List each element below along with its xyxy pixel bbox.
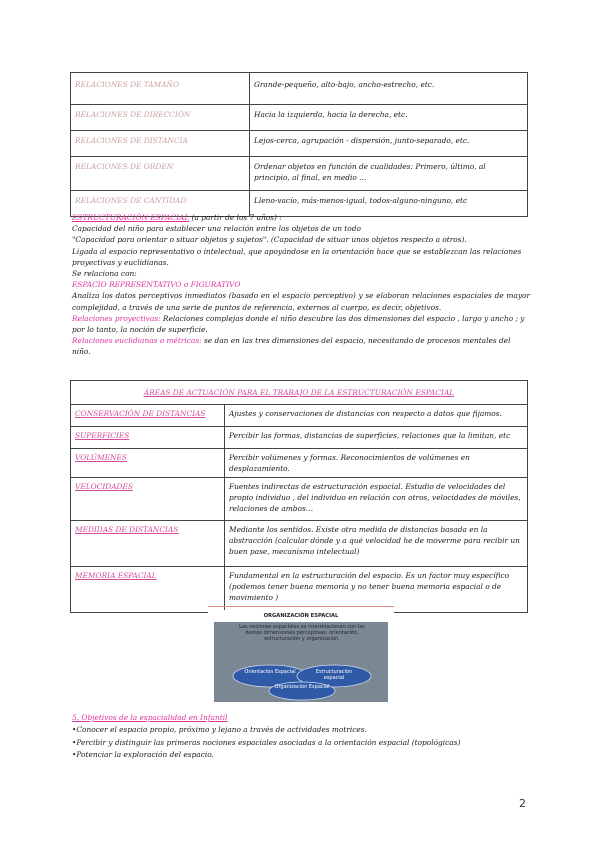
relation-key: RELACIONES DE TAMAÑO bbox=[71, 73, 250, 105]
page-number: 2 bbox=[519, 797, 526, 810]
table-row bbox=[71, 105, 528, 131]
table-row bbox=[71, 405, 528, 427]
table-row bbox=[71, 449, 528, 478]
relation-value: Ordenar objetos en función de cualidades: Primero, último, al principio, al final, en medio ... bbox=[250, 157, 528, 191]
divider bbox=[208, 606, 394, 607]
table-header-row bbox=[71, 381, 528, 405]
sub-heading: ESPACIO REPRESENTATIVO o FIGURATIVO bbox=[72, 280, 241, 290]
relation-key: RELACIONES DE CANTIDAD bbox=[71, 191, 250, 217]
relation-value: Hacia la izquierda, hacia la derecha, etc. bbox=[250, 105, 528, 131]
section-heading: 5. Objetivos de la espacialidad en Infantil bbox=[72, 713, 228, 722]
area-key: VELOCIDADES bbox=[71, 478, 225, 521]
diagram-description-wrap bbox=[232, 624, 372, 648]
relation-key: RELACIONES DE DISTANCIA bbox=[71, 131, 250, 157]
diagram-description: Las nociones espaciales se interrelacionan con las demás dimensiones perceptivas: orientación, estructuración y organización. bbox=[239, 624, 365, 642]
table-row bbox=[71, 521, 528, 567]
list-item: •Conocer el espacio propio, próximo y lejano a través de actividades motrices. bbox=[72, 725, 367, 735]
area-key: SUPERFICIES bbox=[71, 427, 225, 449]
area-key: VOLÚMENES bbox=[71, 449, 225, 478]
area-value: Mediante los sentidos. Existe otra medida de distancias basada en la abstracción (calcular dónde y a qué velocidad he de moverme para recibir un buen pase, mecanismo intelectual) bbox=[225, 521, 528, 567]
relation-value: Grande-pequeño, alto-bajo, ancho-estrecho, etc. bbox=[250, 73, 528, 105]
relation-key: RELACIONES DE DIRECCIÓN bbox=[71, 105, 250, 131]
spatial-relations-table bbox=[70, 72, 528, 217]
action-areas-table bbox=[70, 380, 528, 613]
area-key: MEDIDAS DE DISTANCIAS bbox=[71, 521, 225, 567]
paragraph: "Capacidad para orientar o situar objetos y sujetos". (Capacidad de situar unos objetos respecto a otros). bbox=[72, 235, 467, 245]
relation-value: Lleno-vacío, más-menos-igual, todos-alguno-ninguno, etc bbox=[250, 191, 528, 217]
table-row bbox=[71, 73, 528, 105]
section-heading: ESTRUCTURACIÓN ESPACIAL (a partir de los 7 años) : bbox=[72, 213, 282, 222]
structuring-section bbox=[72, 212, 530, 358]
bubble-label: Orientación Espacial bbox=[244, 669, 296, 675]
diagram-title: ORGANIZACIÓN ESPACIAL bbox=[263, 613, 339, 619]
table-row bbox=[71, 157, 528, 191]
area-value: Percibir volúmenes y formas. Reconocimientos de volúmenes en desplazamiento. bbox=[225, 449, 528, 478]
paragraph: Relaciones proyectivas: Relaciones complejas donde el niño descubre las dos dimensiones del espacio , largo y ancho ; y por lo tanto, la noción de superficie. bbox=[72, 313, 525, 335]
spatial-organization-diagram bbox=[208, 610, 394, 706]
bubble-label: Organización Espacial bbox=[274, 684, 330, 690]
area-value: Ajustes y conservaciones de distancias con respecto a datos que fijamos. bbox=[225, 405, 528, 427]
table-row bbox=[71, 427, 528, 449]
paragraph: Ligada al espacio representativo o intelectual, que apoyándose en la orientación hace que se establezcan las relaciones proyectivas y euclidianas. bbox=[72, 246, 522, 267]
area-value: Fundamental en la estructuración del espacio. Es un factor muy específico (podemos tener buena memoria y no tener buena memoria espacial o de movimiento ) bbox=[225, 567, 528, 613]
table-row bbox=[71, 131, 528, 157]
area-value: Fuentes indirectas de estructuración espacial. Estudio de velocidades del propio individuo , del individuo en relación con otros, velocidades de móviles, relaciones de ambos… bbox=[225, 478, 528, 521]
table-row bbox=[71, 478, 528, 521]
area-key: CONSERVACIÓN DE DISTANCIAS bbox=[71, 405, 225, 427]
list-item: •Percibir y distinguir las primeras nociones espaciales asociadas a la orientación espacial (topológicas) bbox=[72, 737, 461, 747]
relation-key: RELACIONES DE ORDEN bbox=[71, 157, 250, 191]
objectives-section bbox=[72, 712, 530, 762]
paragraph: Relaciones euclidianas o métricas: se dan en las tres dimensiones del espacio, necesitando de procesos mentales del niño. bbox=[72, 336, 511, 357]
table-header: ÁREAS DE ACTUACIÓN PARA EL TRABAJO DE LA ESTRUCTURACIÓN ESPACIAL bbox=[71, 381, 528, 405]
paragraph: Se relaciona con: bbox=[72, 269, 137, 279]
relation-value: Lejos-cerca, agrupación - dispersión, junto-separado, etc. bbox=[250, 131, 528, 157]
area-value: Percibir las formas, distancias de superficies, relaciones que la limitan, etc bbox=[225, 427, 528, 449]
paragraph: Analiza los datos perceptivos inmediatos (basado en el espacio perceptivo) y se elaboran relaciones espaciales de mayor complejidad, a través de una serie de puntos de referencia, externos al cuerpo, es decir, objetivos. bbox=[72, 291, 530, 312]
area-key: MEMORIA ESPACIAL bbox=[71, 567, 225, 613]
bubble-label: Estructuración espacial bbox=[315, 669, 353, 681]
paragraph: Capacidad del niño para establecer una relación entre los objetos de un todo bbox=[72, 224, 361, 234]
list-item: •Potenciar la exploración del espacio. bbox=[72, 750, 214, 760]
